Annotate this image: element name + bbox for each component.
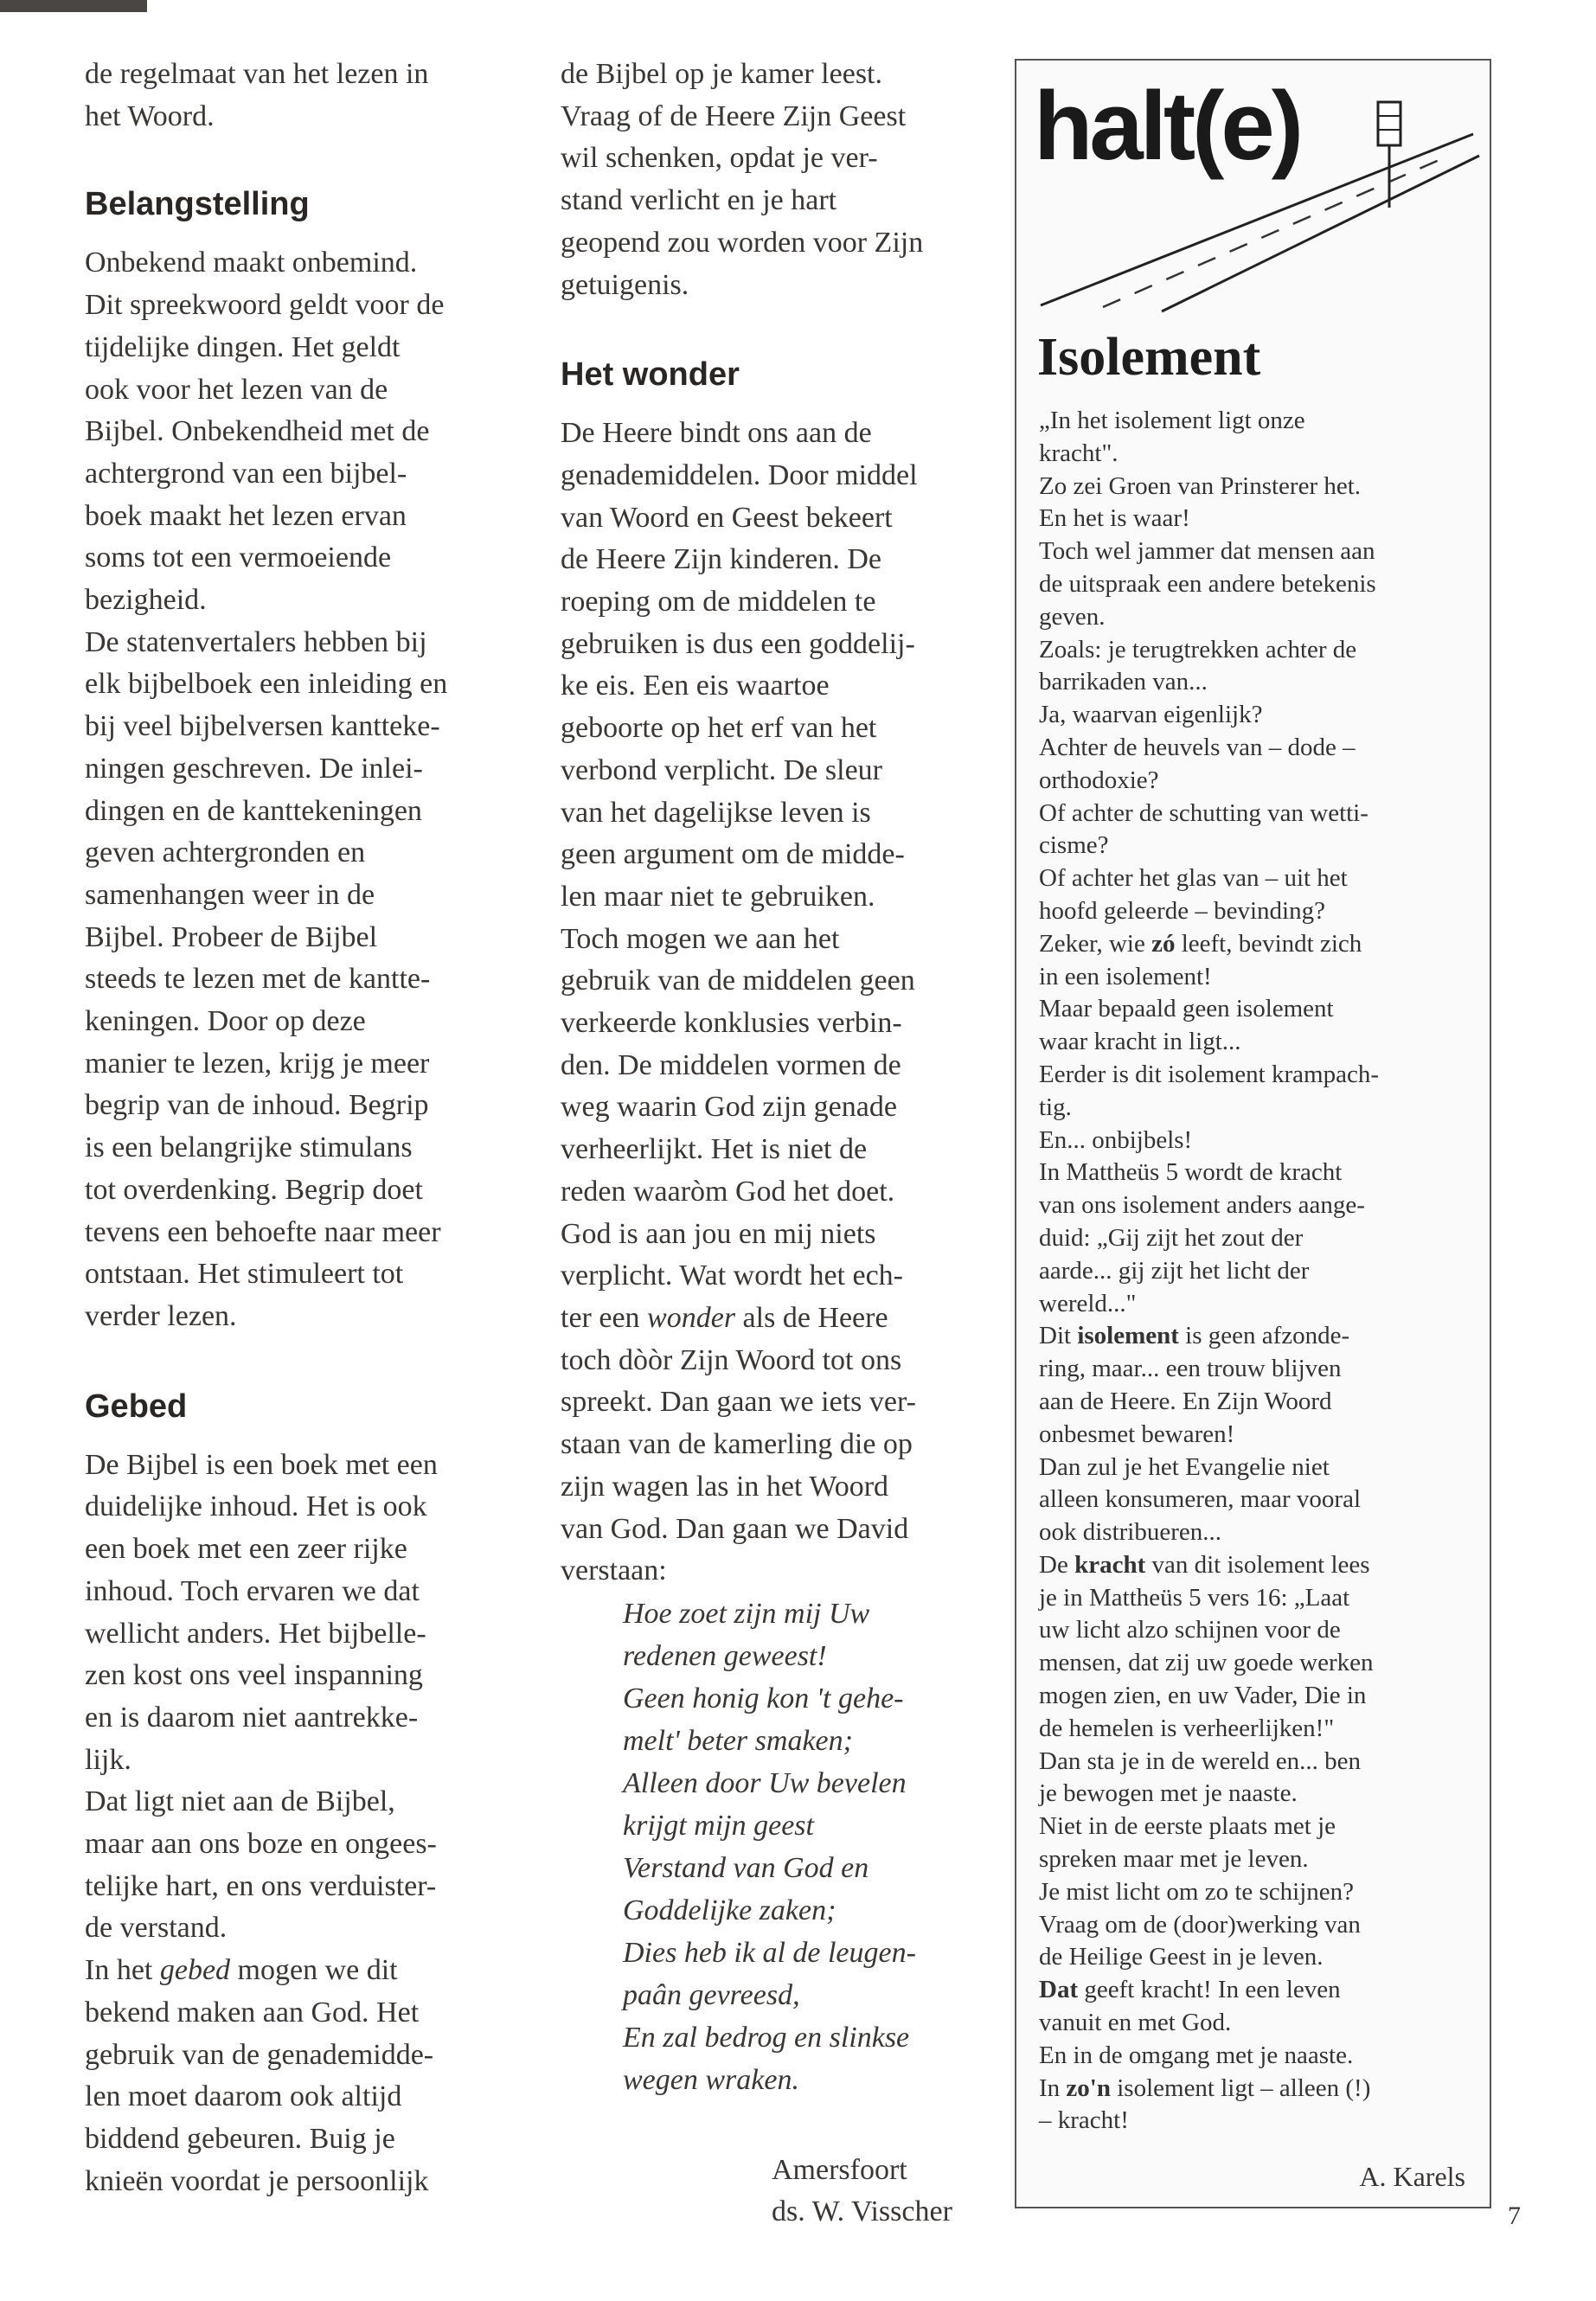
halte-logo: halt(e) (1034, 72, 1300, 180)
column2-intro: de Bijbel op je kamer leest. Vraag of de Heere Zijn Geest wil schenken, opdat je ver- stand verlicht en je hart geopend zou worden voor Zijn getuigenis. (561, 58, 924, 301)
page-number: 7 (1508, 2202, 1521, 2230)
heading-het-wonder: Het wonder (561, 356, 740, 394)
paragraph-gebed: De Bijbel is een boek met een duidelijke inhoud. Het is ook een boek met een zeer rijke inhoud. Toch ervaren we dat wellicht anders. Het bijbelle- zen kost ons veel inspanning en is daarom niet aantrekke- lijk. Dat ligt niet aan de Bijbel, maar aan ons boze en ongees- telijke hart, en ons verduister- de verstand. (85, 1448, 438, 1945)
box-heading-isolement: Isolement (1037, 328, 1261, 387)
paragraph-gebed-2: In het gebed mogen we dit bekend maken aan God. Het gebruik van de genademidde- len moet daarom ook altijd biddend gebeuren. Buig je knieën voordat je persoonlijk (85, 1954, 434, 2197)
column-left (85, 54, 513, 2202)
paragraph-het-wonder: De Heere bindt ons aan de genademiddelen. Door middel van Woord en Geest bekeert de Heere Zijn kinderen. De roeping om de middelen te gebruiken is dus een goddelij- ke eis. Een eis waartoe geboorte op het erf van het verbond verplicht. De sleur van het dagelijkse leven is geen argument om de midde- len maar niet te gebruiken. Toch mogen we aan het gebruik van de middelen geen verkeerde konklusies verbin- den. De middelen vormen de weg waarin God zijn genade verheerlijkt. Het is niet de reden waaròm God het doet. God is aan jou en mij niets verplicht. Wat wordt het ech- ter een wonder als de Heere toch dòòr Zijn Woord tot ons spreekt. Dan gaan we iets ver- staan van de kamerling die op zijn wagen las in het Woord van God. Dan gaan we David verstaan: (561, 417, 918, 1587)
heading-belangstelling: Belangstelling (85, 186, 310, 223)
box-body-text: „In het isolement ligt onze kracht". Zo zei Groen van Prinsterer het. En het is waar! Toch wel jammer dat mensen aan de uitspraak een andere betekenis geven. Zoals: je terugtrekken achter de barrikaden van... Ja, waarvan eigenlijk? Achter de heuvels van – dode – orthodoxie? Of achter de schutting van wetti- cisme? Of achter het glas van – uit het hoofd geleerde – bevinding? Zeker, wie zó leeft, bevindt zich in een isolement! Maar bepaald geen isolement waar kracht in ligt... Eerder is dit isolement krampach- tig. En... onbijbels! In Mattheüs 5 wordt de kracht van ons isolement anders aange- duid: „Gij zijt het zout der aarde... gij zijt het licht der wereld..." Dit isolement is geen afzonde- ring, maar... een trouw blijven aan de Heere. En Zijn Woord onbesmet bewaren! Dan zul je het Evangelie niet alleen konsumeren, maar vooral ook distribueren... De kracht van dit isolement lees je in Mattheüs 5 vers 16: „Laat uw licht alzo schijnen voor de mensen, dat zij uw goede werken mogen zien, en uw Vader, Die in de hemelen is verheerlijken!" Dan sta je in de wereld en... ben je bewogen met je naaste. Niet in de eerste plaats met je spreken maar met je leven. Je mist licht om zo te schijnen? Vraag om de (door)werking van de Heilige Geest in je leven. Dat geeft kracht! In een leven vanuit en met God. En in de omgang met je naaste. In zo'n isolement ligt – alleen (!) – kracht! (1039, 407, 1379, 2135)
box-author: A. Karels (1359, 2161, 1465, 2192)
sidebar-box-isolement (1015, 59, 1491, 2208)
column-middle (561, 54, 993, 2101)
heading-gebed: Gebed (85, 1388, 188, 1425)
psalm-poem: Hoe zoet zijn mij Uw redenen geweest! Geen honig kon 't gehe- melt' beter smaken; Alleen door Uw bevelen krijgt mijn geest Verstand van God en Goddelijke zaken; Dies heb ik al de leugen- paân gevreesd, En zal bedrog en slinkse wegen wraken. (623, 1597, 916, 2096)
paragraph-belangstelling: Onbekend maakt onbemind. Dit spreekwoord geldt voor de tijdelijke dingen. Het geldt ook voor het lezen van de Bijbel. Onbekendheid met de achtergrond van een bijbel- boek maakt het lezen ervan soms tot een vermoeiende bezigheid. De statenvertalers hebben bij elk bijbelboek een inleiding en bij veel bijbelversen kanttеke- ningen geschreven. De inlei- dingen en de kanttekeningen geven achtergronden en samenhangen weer in de Bijbel. Probeer de Bijbel steeds te lezen met de kantte- keningen. Door op deze manier te lezen, krijg je meer begrip van de inhoud. Begrip is een belangrijke stimulans tot overdenking. Begrip doet tevens een behoefte naar meer ontstaan. Het stimuleert tot verder lezen. (85, 247, 448, 1332)
column1-intro: de regelmaat van het lezen in het Woord. (85, 58, 429, 132)
signature: Amersfoort ds. W. Visscher (772, 2154, 952, 2227)
top-rule (0, 0, 147, 12)
